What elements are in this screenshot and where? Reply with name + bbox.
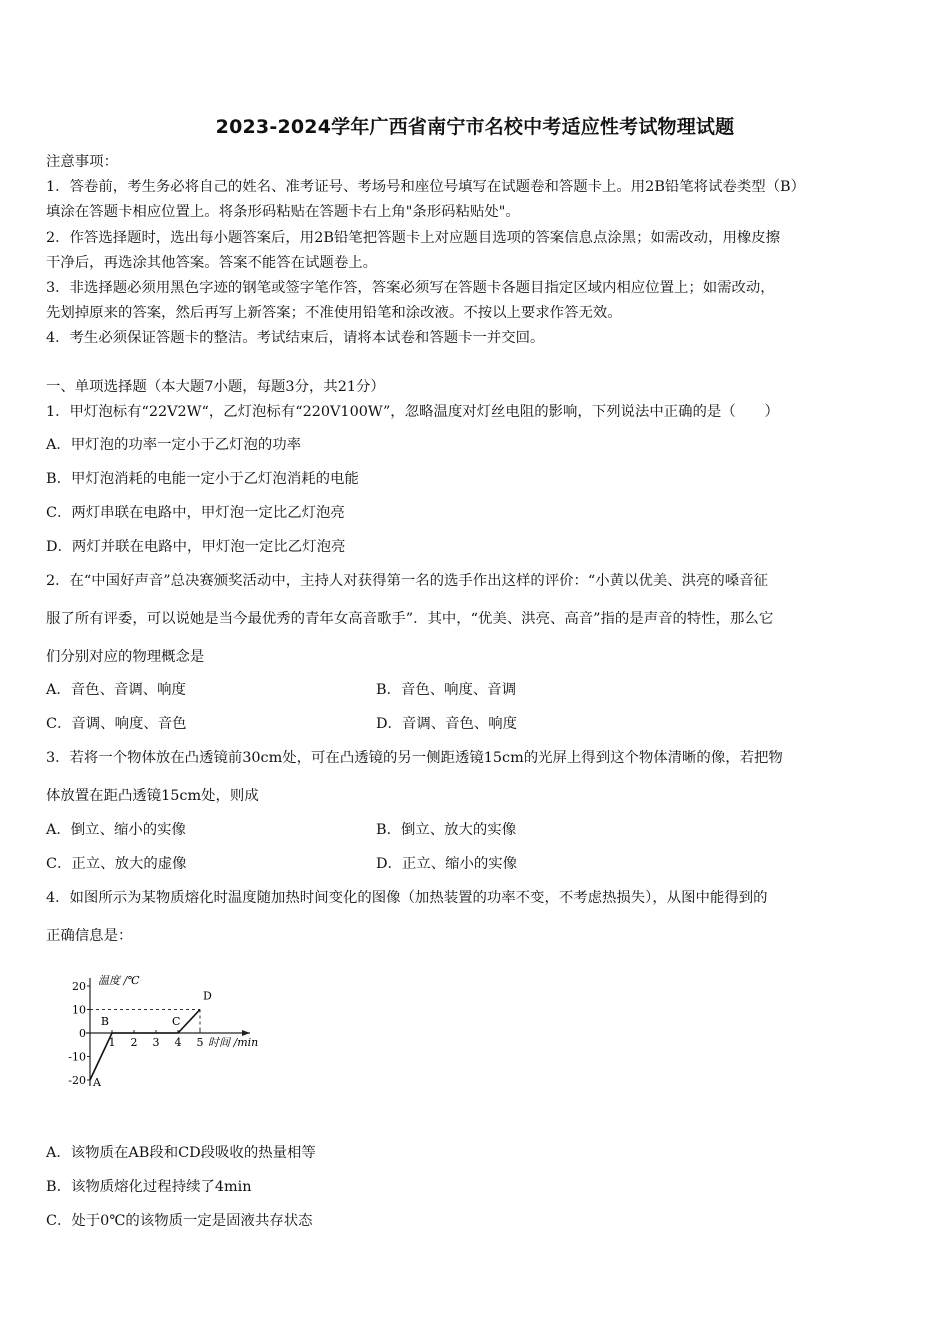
y-tick-label: -20: [68, 1074, 86, 1087]
question-1-option-a: A．甲灯泡的功率一定小于乙灯泡的功率: [46, 437, 302, 453]
x-tick-label: 1: [108, 1036, 116, 1049]
question-3-option-c: C．正立、放大的虚像: [46, 856, 187, 872]
question-2-option-b: B．音色、响度、音调: [376, 682, 517, 698]
question-2-stem: 2．在“中国好声音”总决赛颁奖活动中，主持人对获得第一名的选手作出这样的评价：“小黄以优美、洪亮的嗓音征: [46, 573, 768, 589]
question-4-option-b: B．该物质熔化过程持续了4min: [46, 1179, 252, 1195]
question-4-stem: 正确信息是：: [46, 928, 133, 944]
question-3-option-d: D．正立、缩小的实像: [376, 856, 518, 872]
x-tick-label: 5: [196, 1036, 204, 1049]
question-2-option-d: D．音调、音色、响度: [376, 716, 518, 732]
question-1-option-b: B．甲灯泡消耗的电能一定小于乙灯泡消耗的电能: [46, 471, 359, 487]
notice-line: 干净后，再选涂其他答案。答案不能答在试题卷上。: [46, 255, 377, 271]
point-label-b: B: [100, 1015, 109, 1028]
page-title: 2023-2024学年广西省南宁市名校中考适应性考试物理试题: [215, 116, 735, 138]
y-tick-label: 0: [79, 1027, 86, 1040]
notice-line: 填涂在答题卡相应位置上。将条形码粘贴在答题卡右上角"条形码粘贴处"。: [46, 204, 520, 220]
notice-line: 先划掉原来的答案，然后再写上新答案；不准使用铅笔和涂改液。不按以上要求作答无效。: [46, 305, 622, 321]
question-2-option-c: C．音调、响度、音色: [46, 716, 187, 732]
question-3-option-a: A．倒立、缩小的实像: [46, 822, 186, 838]
y-tick-label: 10: [72, 1003, 86, 1017]
notice-line: 4．考生必须保证答题卡的整洁。考试结束后，请将本试卷和答题卡一并交回。: [46, 330, 545, 346]
temperature-time-graph: [40, 950, 270, 1100]
x-tick-label: 3: [152, 1036, 160, 1049]
x-axis-label: 时间 /min: [208, 1036, 259, 1049]
x-tick-label: 2: [130, 1036, 138, 1049]
question-1-stem: 1．甲灯泡标有“22V2W“，乙灯泡标有“220V100W”，忽略温度对灯丝电阻的影响，下列说法中正确的是（ ）: [46, 404, 779, 420]
y-tick-label: -10: [68, 1050, 86, 1064]
question-2-stem: 服了所有评委，可以说她是当今最优秀的青年女高音歌手”．其中，“优美、洪亮、高音”指的是声音的特性，那么它: [46, 611, 774, 627]
question-2-option-a: A．音色、音调、响度: [46, 682, 186, 698]
section-heading: 一、单项选择题（本大题7小题，每题3分，共21分）: [46, 379, 385, 395]
question-4-option-a: A．该物质在AB段和CD段吸收的热量相等: [46, 1145, 316, 1161]
point-label-d: D: [203, 989, 212, 1003]
question-3-stem: 体放置在距凸透镜15cm处，则成: [46, 788, 259, 804]
x-tick-label: 4: [174, 1036, 182, 1049]
y-axis-label: 温度 /℃: [98, 974, 140, 987]
point-label-a: A: [93, 1076, 101, 1089]
question-3-option-b: B．倒立、放大的实像: [376, 822, 517, 838]
question-4-stem: 4．如图所示为某物质熔化时温度随加热时间变化的图像（加热装置的功率不变，不考虑热损失），从图中能得到的: [46, 890, 768, 906]
point-label-c: C: [172, 1015, 181, 1028]
question-1-option-c: C．两灯串联在电路中，甲灯泡一定比乙灯泡亮: [46, 505, 345, 521]
y-tick-label: 20: [72, 980, 86, 993]
notice-line: 1．答卷前，考生务必将自己的姓名、准考证号、考场号和座位号填写在试题卷和答题卡上。用2B铅笔将试卷类型（B）: [46, 179, 805, 195]
notice-heading: 注意事项：: [46, 154, 118, 170]
question-1-option-d: D．两灯并联在电路中，甲灯泡一定比乙灯泡亮: [46, 539, 346, 555]
question-3-stem: 3．若将一个物体放在凸透镜前30cm处，可在凸透镜的另一侧距透镜15cm的光屏上得到这个物体清晰的像，若把物: [46, 750, 783, 766]
question-2-stem: 们分别对应的物理概念是: [46, 649, 205, 665]
notice-line: 3．非选择题必须用黑色字迹的钢笔或签字笔作答，答案必须写在答题卡各题目指定区域内相应位置上；如需改动，: [46, 280, 775, 296]
question-4-option-c: C．处于0℃的该物质一定是固液共存状态: [46, 1213, 313, 1229]
notice-line: 2．作答选择题时，选出每小题答案后，用2B铅笔把答题卡上对应题目选项的答案信息点涂黑；如需改动，用橡皮擦: [46, 230, 781, 246]
